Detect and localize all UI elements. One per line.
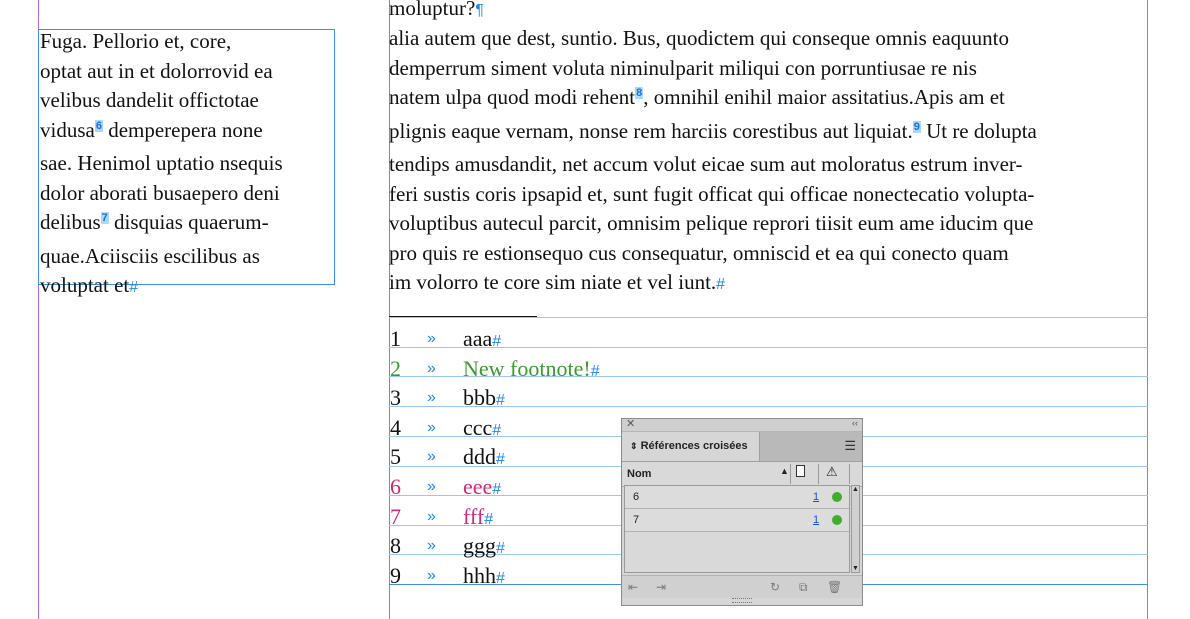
- text-line: [389, 54, 1037, 84]
- text-line: [40, 149, 283, 179]
- tab-mark: »: [427, 507, 436, 525]
- end-of-story-mark: #: [492, 333, 502, 350]
- update-icon[interactable]: ↻: [770, 580, 781, 594]
- status-ok-icon: [832, 515, 842, 525]
- panel-footer: [622, 575, 862, 598]
- scroll-down-icon[interactable]: ▼: [852, 565, 859, 572]
- text-segment: tendips amusdandit, net accum volut eicae sum aut moloratus estrum inver-: [389, 152, 1023, 176]
- tab-mark: »: [427, 389, 436, 407]
- footnote-text: ggg#: [463, 533, 505, 559]
- text-segment: demperrum siment voluta niminulparit miliqui con porruntiusae re nis: [389, 55, 977, 80]
- text-line: [40, 242, 283, 272]
- footnote-text: New footnote!#: [463, 355, 600, 381]
- page-link[interactable]: 1: [813, 514, 820, 526]
- text-segment: quae.Aciisciis escilibus as: [40, 243, 260, 268]
- end-of-story-mark: #: [496, 540, 505, 558]
- go-to-source-icon[interactable]: ⇤: [628, 580, 639, 594]
- footnote-reference-marker: 7: [101, 212, 108, 224]
- cross-references-panel: [621, 418, 863, 606]
- footnote-number: 5: [390, 444, 401, 470]
- text-line: [40, 208, 283, 242]
- text-line: [389, 83, 1037, 117]
- text-segment: vidusa: [40, 117, 95, 142]
- text-segment: natem ulpa quod modi rehent: [389, 85, 636, 109]
- end-of-story-mark: #: [716, 276, 726, 293]
- end-of-story-mark: #: [492, 481, 502, 498]
- footnote-reference-marker: 9: [913, 120, 920, 133]
- column-divider: [818, 464, 819, 484]
- text-segment: delibus: [40, 210, 101, 234]
- text-line: [389, 117, 1037, 151]
- column-divider: [849, 464, 850, 484]
- baseline-guide: [389, 347, 1148, 348]
- scroll-up-icon[interactable]: ▲: [852, 486, 859, 493]
- text-segment: sae. Henimol uptatio nsequis: [40, 151, 283, 175]
- main-frame-text: [389, 24, 1037, 300]
- text-line: [389, 239, 1037, 269]
- column-divider: [790, 464, 791, 484]
- footnote-text: bbb#: [463, 385, 505, 411]
- column-header-row: [622, 462, 862, 487]
- panel-menu-icon[interactable]: ☰: [844, 438, 856, 453]
- footnote-number: 7: [390, 503, 401, 529]
- new-reference-icon[interactable]: ⧉: [799, 580, 808, 594]
- text-line: [40, 179, 283, 209]
- column-header-name[interactable]: Nom: [627, 468, 652, 480]
- cross-reference-item[interactable]: [625, 486, 849, 509]
- text-line: [40, 27, 283, 57]
- go-to-destination-icon[interactable]: ⇥: [656, 580, 667, 594]
- footnote-text: ddd#: [463, 444, 505, 470]
- end-of-story-mark: #: [496, 451, 505, 469]
- tab-mark: »: [427, 330, 436, 347]
- resize-grip-icon[interactable]: [732, 598, 752, 603]
- tab-mark: »: [427, 537, 436, 555]
- collapse-icon[interactable]: ‹‹: [852, 418, 858, 428]
- text-segment: pro quis re estionsequo cus consequatur, omniscid et ea qui conecto quam: [389, 240, 1009, 265]
- text-segment: im volorro te core sim niate et vel iunt.: [389, 270, 717, 294]
- text-line: [389, 268, 1037, 300]
- right-margin-guide: [1147, 0, 1148, 619]
- tab-mark: »: [427, 566, 436, 584]
- footnote-text: eee#: [463, 474, 502, 499]
- footnote-text: aaa#: [463, 326, 502, 351]
- reference-name: 6: [633, 491, 640, 503]
- text-segment: Ut re dolupta: [920, 118, 1037, 143]
- footnote-number: 2: [390, 355, 401, 381]
- sort-icon[interactable]: ▲: [780, 466, 789, 476]
- end-of-story-mark: #: [496, 392, 505, 410]
- footnote-number: 6: [390, 474, 401, 499]
- left-frame-text: [40, 27, 283, 303]
- footnote-number: 4: [390, 414, 401, 440]
- tab-label: Références croisées: [640, 440, 748, 452]
- status-ok-icon: [832, 492, 842, 502]
- footnote-text: ccc#: [463, 414, 502, 440]
- page-column-icon[interactable]: [796, 465, 805, 477]
- tab-mark: »: [427, 478, 436, 495]
- cross-reference-item[interactable]: [625, 509, 849, 532]
- end-of-story-mark: #: [129, 279, 139, 296]
- vertical-scrollbar[interactable]: [851, 485, 860, 573]
- footnote-number: 1: [390, 326, 401, 351]
- close-icon[interactable]: ✕: [626, 418, 636, 430]
- cross-reference-list: [624, 485, 850, 573]
- baseline-guide: [389, 317, 1148, 318]
- text-line: [389, 150, 1037, 180]
- text-segment: demperepera none: [102, 117, 263, 142]
- text-segment: disquias quaerum-: [108, 210, 269, 234]
- text-segment: optat aut in et dolorrovid ea: [40, 58, 273, 83]
- text-segment: , omnihil enihil maior assitatius.Apis am et: [643, 85, 1005, 109]
- tab-mark: »: [427, 359, 436, 377]
- text-segment: feri sustis coris ipsapid et, sunt fugit officat qui officae nonectecatio volupta-: [389, 181, 1035, 206]
- end-of-story-mark: #: [590, 362, 600, 380]
- end-of-story-mark: #: [484, 510, 494, 528]
- reference-name: 7: [633, 514, 640, 526]
- panel-titlebar: [622, 419, 862, 432]
- tab-mark: »: [427, 448, 436, 466]
- panel-tab-row: [622, 432, 862, 462]
- text-segment: voluptibus autecul parcit, omnisim pelique reprori tiisit eum ame iducim que: [389, 211, 1034, 235]
- warning-column-icon[interactable]: ⚠: [826, 464, 838, 479]
- main-first-line: [389, 0, 484, 26]
- footnote-number: 3: [390, 385, 401, 411]
- page-link[interactable]: 1: [813, 491, 820, 503]
- text-line: [40, 86, 283, 116]
- text-segment: velibus dandelit offictotae: [40, 88, 259, 112]
- end-of-story-mark: #: [492, 421, 502, 439]
- text-line: [389, 180, 1037, 210]
- tab-arrows-icon: ⇕: [630, 441, 638, 451]
- text-segment: Fuga. Pellorio et, core,: [40, 29, 232, 53]
- text-segment: plignis eaque vernam, nonse rem harciis corestibus aut liquiat.: [389, 118, 913, 143]
- text-segment: alia autem que dest, suntio. Bus, quodictem qui conseque omnis eaquunto: [389, 26, 1009, 50]
- footnote-text: hhh#: [463, 562, 505, 588]
- text-segment: voluptat et: [40, 273, 130, 297]
- text-segment: dolor aborati busaepero deni: [40, 180, 280, 205]
- text-line: [40, 116, 283, 150]
- delete-icon[interactable]: 🗑: [827, 580, 843, 594]
- text-line: [40, 271, 283, 303]
- footnote-text: fff#: [463, 503, 494, 529]
- footnote-number: 9: [390, 562, 401, 588]
- footnote-reference-marker: 6: [95, 119, 102, 132]
- tab-cross-references[interactable]: [622, 432, 760, 461]
- text-line: [40, 57, 283, 87]
- footnote-number: 8: [390, 533, 401, 559]
- text-line: [389, 209, 1037, 239]
- first-line-text: moluptur?: [389, 0, 476, 20]
- tab-mark: »: [427, 418, 436, 436]
- end-of-story-mark: #: [496, 569, 505, 587]
- footnote-reference-marker: 8: [636, 87, 643, 99]
- pilcrow-mark: ¶: [475, 2, 484, 19]
- text-line: [389, 24, 1037, 54]
